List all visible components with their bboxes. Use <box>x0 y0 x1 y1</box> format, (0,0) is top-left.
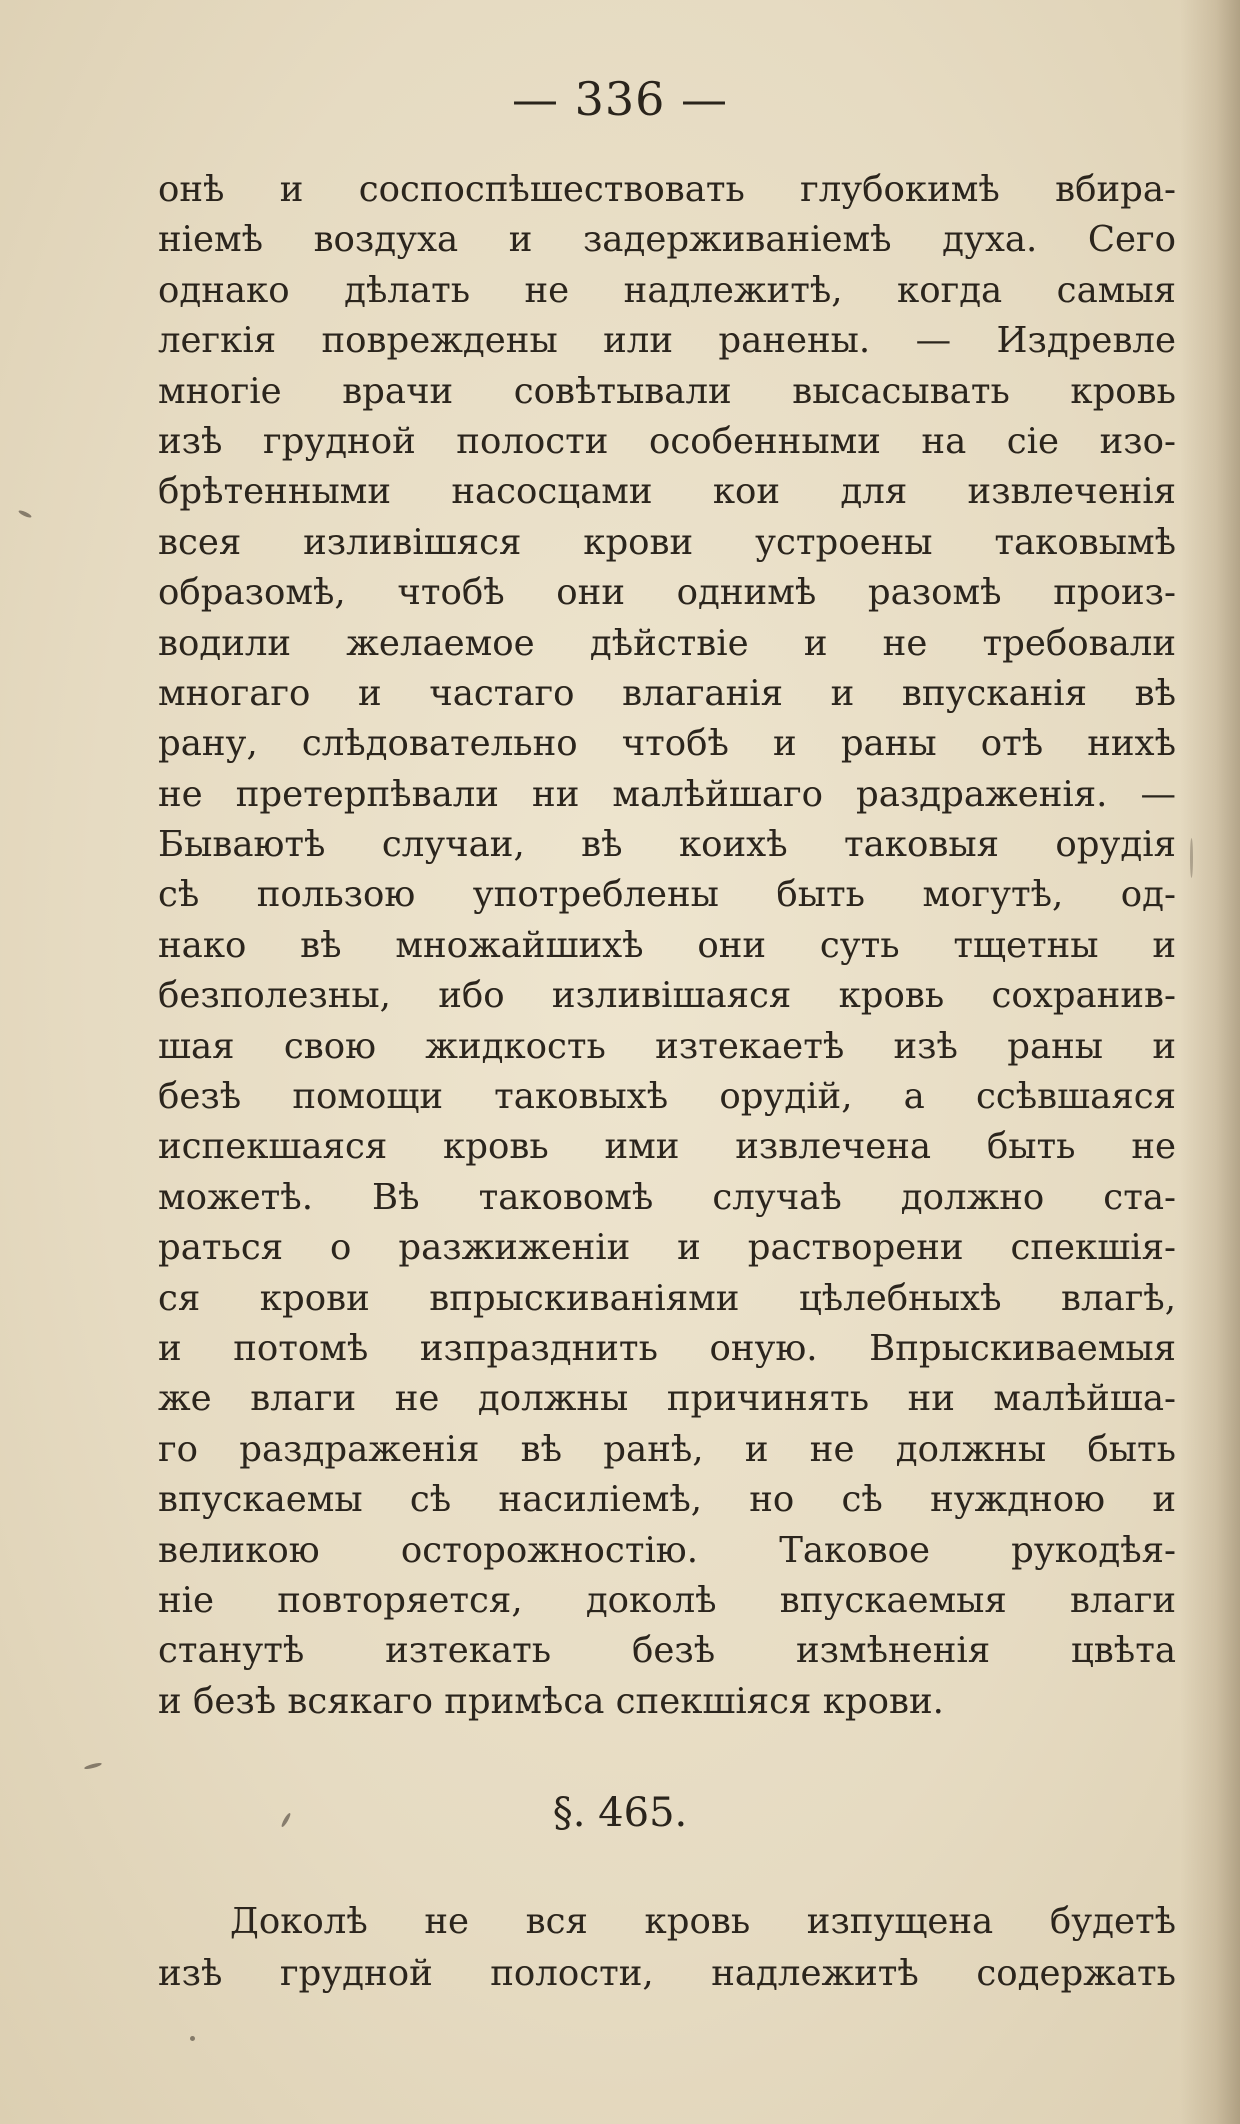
ink-speck <box>1190 838 1193 878</box>
text-line: станутѣ изтекать безѣ измѣненія цвѣта <box>158 1630 1176 1672</box>
text-line: не претерпѣвали ни малѣйшаго раздраженія. — <box>158 773 1176 815</box>
text-line: Доколѣ не вся кровь изпущена будетѣ <box>230 1901 1176 1942</box>
text-line: брѣтенными насосцами кои для извлеченія <box>158 471 1176 513</box>
text-line: многіе врачи совѣтывали высасывать кровь <box>158 370 1176 412</box>
text-line: изѣ грудной полости, надлежитѣ содержать <box>158 1953 1176 1994</box>
text-line: легкія повреждены или ранены. — Издревле <box>158 320 1176 362</box>
ink-speck <box>84 1762 102 1771</box>
text-line: ніе повторяется, доколѣ впускаемыя влаги <box>158 1579 1176 1621</box>
text-line: нако вѣ множайшихѣ они суть тщетны и <box>158 924 1176 966</box>
text-line: великою осторожностію. Таковое рукодѣя- <box>158 1529 1176 1571</box>
page-number: — 336 — <box>511 72 729 126</box>
text-line: же влаги не должны причинять ни малѣйша- <box>158 1378 1176 1420</box>
text-line: многаго и частаго влаганія и впусканія вѣ <box>158 672 1176 714</box>
text-line: испекшаяся кровь ими извлечена быть не <box>158 1126 1176 1168</box>
text-line: и безѣ всякаго примѣса спекшіяся крови. <box>158 1680 944 1722</box>
text-line: ся крови впрыскиваніями цѣлебныхѣ влагѣ, <box>158 1277 1176 1319</box>
text-line: впускаемы сѣ насиліемѣ, но сѣ нуждною и <box>158 1479 1176 1521</box>
text-line: водили желаемое дѣйствіе и не требовали <box>158 622 1176 664</box>
ink-speck <box>18 509 32 519</box>
text-line: онѣ и соспоспѣшествовать глубокимѣ вбира- <box>158 169 1176 210</box>
text-line: образомѣ, чтобѣ они однимѣ разомѣ произ- <box>158 572 1176 614</box>
text-line: и потомѣ изпразднить оную. Впрыскиваемыя <box>158 1327 1176 1369</box>
section-text <box>158 1896 1176 2000</box>
text-line: ніемѣ воздуха и задерживаніемѣ духа. Сего <box>158 219 1176 261</box>
text-line: изѣ грудной полости особенными на сіе изо- <box>158 420 1176 462</box>
body-text <box>158 165 1176 1727</box>
text-line: го раздраженія вѣ ранѣ, и не должны быть <box>158 1428 1176 1470</box>
text-line: раться о разжиженіи и растворени спекшія- <box>158 1227 1176 1269</box>
text-line: всея изливішяся крови устроены таковымѣ <box>158 521 1176 563</box>
section-heading: §. 465. <box>552 1790 688 1836</box>
ink-speck <box>190 2036 195 2041</box>
text-line: рану, слѣдовательно чтобѣ и раны отѣ нихѣ <box>158 723 1176 765</box>
text-line: шая свою жидкость изтекаетѣ изѣ раны и <box>158 1025 1176 1067</box>
text-line: безполезны, ибо изливішаяся кровь сохранив- <box>158 975 1176 1017</box>
text-line: безѣ помощи таковыхѣ орудій, а ссѣвшаяся <box>158 1076 1176 1118</box>
text-line: Бываютѣ случаи, вѣ коихѣ таковыя орудія <box>158 824 1176 866</box>
text-line: однако дѣлать не надлежитѣ, когда самыя <box>158 269 1176 311</box>
text-line: можетѣ. Вѣ таковомѣ случаѣ должно ста- <box>158 1176 1176 1218</box>
text-line: сѣ пользою употреблены быть могутѣ, од- <box>158 874 1176 916</box>
